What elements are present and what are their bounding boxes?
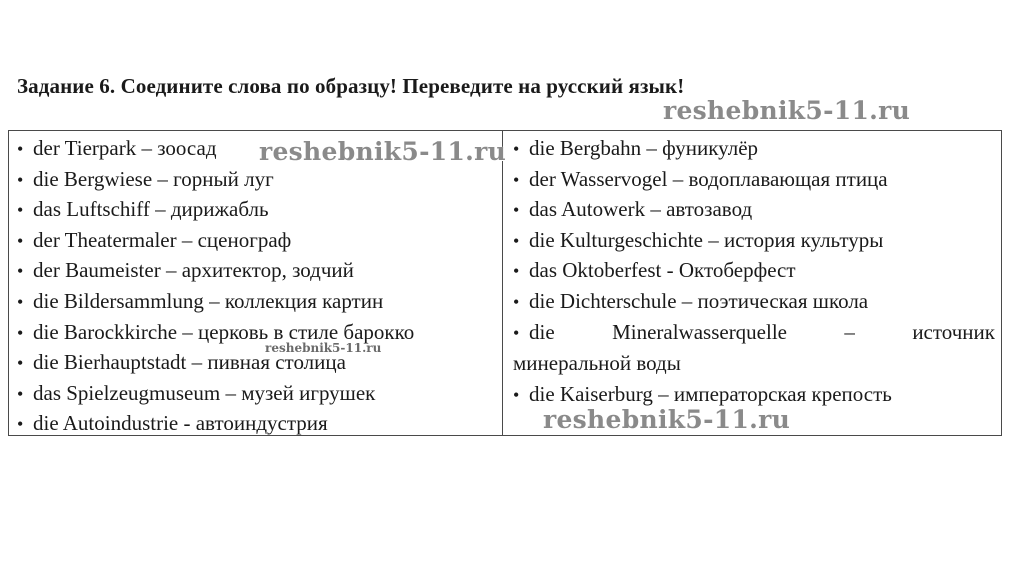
list-item bbox=[17, 378, 497, 409]
list-item-text: das Luftschiff – дирижабль bbox=[33, 197, 269, 222]
list-item-word: die bbox=[529, 319, 555, 344]
column-divider bbox=[502, 130, 503, 436]
bullet-icon: • bbox=[17, 322, 24, 343]
task-title: Задание 6. Соедините слова по образцу! Переведите на русский язык! bbox=[17, 74, 685, 98]
bullet-icon: • bbox=[513, 200, 520, 221]
bullet-icon: • bbox=[513, 169, 520, 190]
bullet-icon: • bbox=[513, 230, 520, 251]
list-item-second-line: минеральной воды bbox=[513, 351, 681, 376]
list-item bbox=[17, 286, 497, 317]
bullet-icon: • bbox=[17, 353, 24, 374]
bullet-icon: • bbox=[513, 384, 520, 405]
list-item bbox=[17, 225, 497, 256]
list-item-text: der Baumeister – архитектор, зодчий bbox=[33, 258, 354, 283]
list-item-text: das Spielzeugmuseum – музей игрушек bbox=[33, 380, 376, 405]
list-item-text: die Bildersammlung – коллекция картин bbox=[33, 288, 384, 313]
left-column bbox=[17, 133, 497, 439]
list-item-text: die Autoindustrie - автоиндустрия bbox=[33, 411, 328, 436]
bullet-icon: • bbox=[17, 261, 24, 282]
list-item-text: die Kulturgeschichte – история культуры bbox=[529, 227, 884, 252]
list-item-text: das Autowerk – автозавод bbox=[529, 197, 753, 222]
list-item-text: die Bergbahn – фуникулёр bbox=[529, 136, 759, 160]
list-item bbox=[513, 255, 995, 286]
watermark: reshebnik5-11.ru bbox=[265, 341, 382, 355]
list-item-text: das Oktoberfest - Октоберфест bbox=[529, 258, 796, 283]
bullet-icon: • bbox=[513, 291, 520, 312]
list-item-word: источник bbox=[912, 319, 995, 344]
list-item-text: der Theatermaler – сценограф bbox=[33, 227, 292, 252]
list-item bbox=[17, 347, 497, 378]
list-item-text: die Bierhauptstadt – пивная столица bbox=[33, 350, 346, 375]
list-item bbox=[513, 317, 995, 379]
list-item bbox=[513, 194, 995, 225]
list-item-text: die Kaiserburg – императорская крепость bbox=[529, 381, 892, 406]
bullet-icon: • bbox=[17, 414, 24, 435]
list-item-text: die Bergwiese – горный луг bbox=[33, 166, 274, 191]
list-item bbox=[17, 408, 497, 439]
bullet-icon: • bbox=[513, 322, 520, 343]
bullet-icon: • bbox=[17, 230, 24, 251]
watermark: reshebnik5-11.ru bbox=[663, 96, 911, 125]
list-item bbox=[513, 286, 995, 317]
bullet-icon: • bbox=[17, 169, 24, 190]
list-item bbox=[17, 164, 497, 195]
bullet-icon: • bbox=[17, 291, 24, 312]
list-item bbox=[513, 225, 995, 256]
list-item bbox=[17, 255, 497, 286]
list-item-word: – bbox=[844, 319, 855, 344]
watermark: reshebnik5-11.ru bbox=[259, 137, 507, 166]
bullet-icon: • bbox=[17, 139, 24, 159]
right-column bbox=[513, 133, 995, 409]
list-item bbox=[17, 194, 497, 225]
watermark: reshebnik5-11.ru bbox=[543, 405, 791, 434]
list-item-first-line bbox=[513, 317, 995, 349]
bullet-icon: • bbox=[17, 383, 24, 404]
bullet-icon: • bbox=[513, 261, 520, 282]
list-item-text: die Dichterschule – поэтическая школа bbox=[529, 288, 869, 313]
list-item-text: die Barockkirche – церковь в стиле барокко bbox=[33, 319, 415, 344]
list-item bbox=[513, 164, 995, 195]
list-item bbox=[513, 133, 995, 164]
list-item bbox=[17, 317, 497, 348]
list-item-text: der Wasservogel – водоплавающая птица bbox=[529, 166, 888, 191]
bullet-icon: • bbox=[17, 200, 24, 221]
bullet-icon: • bbox=[513, 139, 520, 159]
list-item-word: Mineralwasserquelle bbox=[612, 319, 787, 344]
list-item-text: der Tierpark – зоосад bbox=[33, 136, 217, 160]
